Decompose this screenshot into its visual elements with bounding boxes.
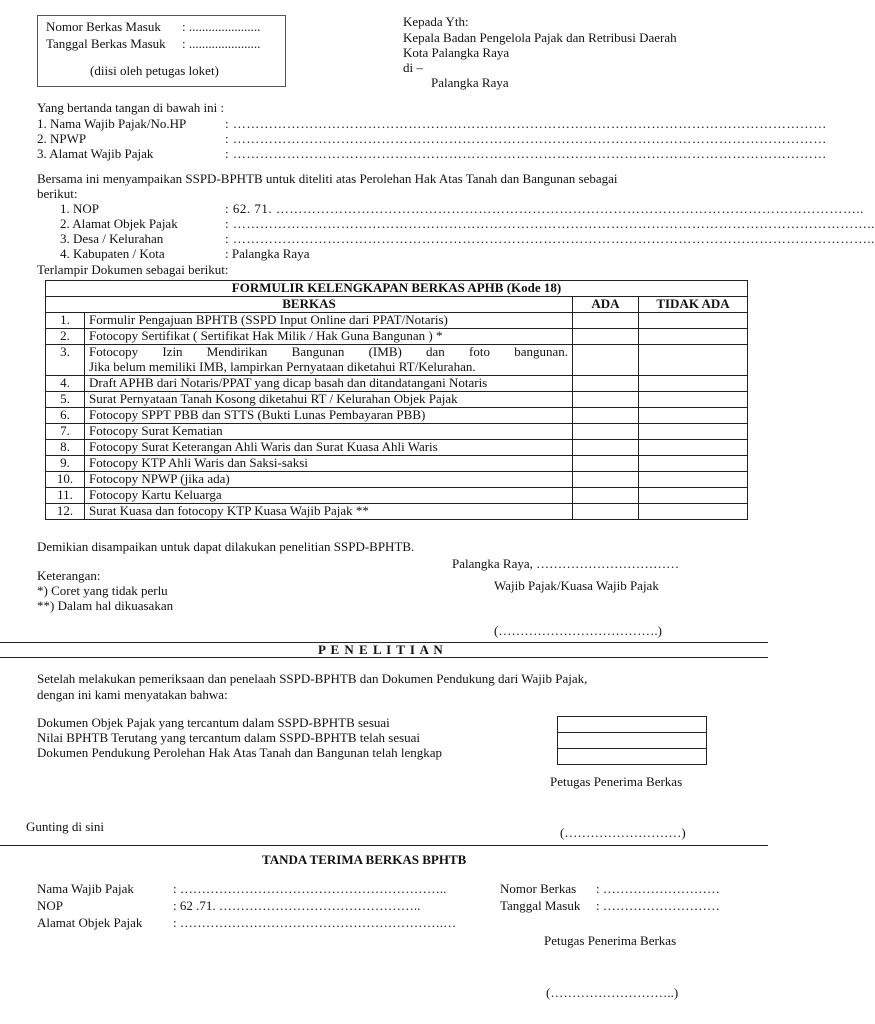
receipt-nop-label: NOP	[37, 898, 64, 913]
col-ada-header: ADA	[573, 296, 639, 312]
row-text: Fotocopy Kartu Keluarga	[85, 487, 573, 503]
closing-text: Demikian disampaikan untuk dapat dilakukan penelitian SSPD-BPHTB.	[37, 539, 415, 554]
row-text: Surat Kuasa dan fotocopy KTP Kuasa Wajib Pajak **	[85, 503, 573, 519]
ada-checkbox[interactable]	[573, 312, 639, 328]
signer-field-value[interactable]: : ……………………………………………………………………………………………………………………	[225, 131, 827, 146]
object-intro-line1: Bersama ini menyampaikan SSPD-BPHTB untuk diteliti atas Perolehan Hak Atas Tanah dan Bangunan sebagai	[37, 171, 618, 186]
table-row	[46, 375, 748, 391]
signer-title: Wajib Pajak/Kuasa Wajib Pajak	[494, 578, 659, 593]
berkas-box-note: (diisi oleh petugas loket)	[90, 63, 219, 78]
signer-field-label: 1. Nama Wajib Pajak/No.HP	[37, 116, 187, 131]
row-number: 12.	[46, 503, 85, 519]
row-number: 2.	[46, 328, 85, 344]
penelitian-checkbox[interactable]	[557, 716, 707, 733]
receipt-signature[interactable]: (………………………..)	[546, 985, 679, 1000]
tidak-ada-checkbox[interactable]	[639, 487, 748, 503]
receipt-nama-value[interactable]: : ……………………………………………………..	[173, 881, 447, 896]
signer-field-label: 2. NPWP	[37, 131, 87, 146]
row-number: 1.	[46, 312, 85, 328]
footnote-1: *) Coret yang tidak perlu	[37, 583, 168, 598]
penelitian-check-text: Dokumen Pendukung Perolehan Hak Atas Tanah dan Bangunan telah lengkap	[37, 745, 443, 760]
row-number: 11.	[46, 487, 85, 503]
penelitian-title: P E N E L I T I A N	[318, 642, 444, 657]
row-text: Fotocopy KTP Ahli Waris dan Saksi-saksi	[85, 455, 573, 471]
tidak-ada-checkbox[interactable]	[639, 312, 748, 328]
table-row	[46, 312, 748, 328]
row-text: Fotocopy Surat Keterangan Ahli Waris dan Surat Kuasa Ahli Waris	[85, 439, 573, 455]
table-row	[46, 344, 748, 375]
object-field-label: 3. Desa / Kelurahan	[60, 231, 164, 246]
table-row	[46, 391, 748, 407]
receipt-nop-value[interactable]: : 62 .71. ………………………………………..	[173, 898, 421, 913]
object-field-value: : Palangka Raya	[225, 246, 310, 261]
tanggal-berkas-label: Tanggal Berkas Masuk	[46, 36, 166, 51]
ada-checkbox[interactable]	[573, 455, 639, 471]
object-intro-line2: berikut:	[37, 186, 78, 201]
receipt-title: TANDA TERIMA BERKAS BPHTB	[262, 852, 467, 867]
signer-intro: Yang bertanda tangan di bawah ini :	[37, 100, 225, 115]
row-text: Formulir Pengajuan BPHTB (SSPD Input Online dari PPAT/Notaris)	[85, 312, 573, 328]
table-row	[46, 487, 748, 503]
row-text: Fotocopy SPPT PBB dan STTS (Bukti Lunas Pembayaran PBB)	[85, 407, 573, 423]
object-field-label: 2. Alamat Objek Pajak	[60, 216, 178, 231]
col-berkas-header: BERKAS	[46, 296, 573, 312]
addressee-line5: Palangka Raya	[431, 75, 509, 90]
row-text-line2: Jika belum memiliki IMB, lampirkan Pernyataan diketahui RT/Kelurahan.	[89, 358, 476, 374]
ada-checkbox[interactable]	[573, 391, 639, 407]
ada-checkbox[interactable]	[573, 487, 639, 503]
tidak-ada-checkbox[interactable]	[639, 375, 748, 391]
object-field-value[interactable]: : ……………………………………………………………………………………………………………………………..	[225, 216, 875, 231]
row-number: 7.	[46, 423, 85, 439]
table-row	[46, 423, 748, 439]
table-row	[46, 439, 748, 455]
wajib-pajak-signature[interactable]: (……………………………….)	[494, 623, 662, 638]
row-number: 5.	[46, 391, 85, 407]
signer-field-value[interactable]: : ……………………………………………………………………………………………………………………	[225, 116, 827, 131]
tidak-ada-checkbox[interactable]	[639, 439, 748, 455]
receipt-nomor-value[interactable]: : ………………………	[596, 881, 720, 896]
tidak-ada-checkbox[interactable]	[639, 471, 748, 487]
table-row	[46, 503, 748, 519]
receipt-alamat-label: Alamat Objek Pajak	[37, 915, 143, 930]
keterangan-label: Keterangan:	[37, 568, 101, 583]
attached-documents-label: Terlampir Dokumen sebagai berikut:	[37, 262, 229, 277]
table-row	[46, 471, 748, 487]
addressee-line3: Kota Palangka Raya	[403, 45, 510, 60]
tidak-ada-checkbox[interactable]	[639, 455, 748, 471]
row-text: Fotocopy NPWP (jika ada)	[85, 471, 573, 487]
ada-checkbox[interactable]	[573, 423, 639, 439]
ada-checkbox[interactable]	[573, 375, 639, 391]
ada-checkbox[interactable]	[573, 471, 639, 487]
penelitian-officer: Petugas Penerima Berkas	[550, 774, 683, 789]
tidak-ada-checkbox[interactable]	[639, 407, 748, 423]
penelitian-checkbox[interactable]	[557, 748, 707, 765]
cut-line	[0, 845, 768, 846]
penelitian-checkbox[interactable]	[557, 732, 707, 749]
signer-field-label: 3. Alamat Wajib Pajak	[37, 146, 154, 161]
table-row	[46, 455, 748, 471]
tidak-ada-checkbox[interactable]	[639, 391, 748, 407]
row-text: Fotocopy Sertifikat ( Sertifikat Hak Milik / Hak Guna Bangunan ) *	[85, 328, 573, 344]
tidak-ada-checkbox[interactable]	[639, 328, 748, 344]
row-text-multiline	[85, 344, 573, 375]
tidak-ada-checkbox[interactable]	[639, 503, 748, 519]
table-row	[46, 328, 748, 344]
receipt-nomor-label: Nomor Berkas	[500, 881, 577, 896]
receipt-tanggal-value[interactable]: : ………………………	[596, 898, 720, 913]
ada-checkbox[interactable]	[573, 503, 639, 519]
row-number: 10.	[46, 471, 85, 487]
penelitian-intro-1: Setelah melakukan pemeriksaan dan penelaah SSPD-BPHTB dan Dokumen Pendukung dari Wajib Pajak,	[37, 671, 588, 686]
place-date[interactable]: Palangka Raya, ……………………………	[452, 556, 680, 571]
row-number: 3.	[46, 344, 85, 375]
row-text: Surat Pernyataan Tanah Kosong diketahui RT / Kelurahan Objek Pajak	[85, 391, 573, 407]
row-number: 6.	[46, 407, 85, 423]
ada-checkbox[interactable]	[573, 407, 639, 423]
cut-here-label: Gunting di sini	[26, 819, 105, 834]
addressee-line1: Kepada Yth:	[403, 14, 469, 29]
addressee-line2: Kepala Badan Pengelola Pajak dan Retribusi Daerah	[403, 30, 677, 45]
object-field-value[interactable]: : ……………………………………………………………………………………………………………………………..	[225, 231, 875, 246]
divider-line	[0, 657, 768, 658]
table-row	[46, 407, 748, 423]
penelitian-intro-2: dengan ini kami menyatakan bahwa:	[37, 687, 228, 702]
penelitian-check-text: Nilai BPHTB Terutang yang tercantum dalam SSPD-BPHTB telah sesuai	[37, 730, 421, 745]
addressee-line4: di –	[403, 60, 423, 75]
checklist-table	[45, 280, 748, 520]
nomor-berkas-value[interactable]: : ......................	[182, 19, 261, 34]
row-number: 9.	[46, 455, 85, 471]
row-text: Fotocopy Surat Kematian	[85, 423, 573, 439]
row-number: 8.	[46, 439, 85, 455]
col-tidak-ada-header: TIDAK ADA	[639, 296, 748, 312]
checklist-title: FORMULIR KELENGKAPAN BERKAS APHB (Kode 18)	[46, 281, 748, 297]
ada-checkbox[interactable]	[573, 328, 639, 344]
receipt-tanggal-label: Tanggal Masuk	[500, 898, 581, 913]
penelitian-signature[interactable]: (………………………)	[560, 825, 686, 840]
ada-checkbox[interactable]	[573, 344, 639, 375]
row-number: 4.	[46, 375, 85, 391]
receipt-officer: Petugas Penerima Berkas	[544, 933, 677, 948]
row-text: Draft APHB dari Notaris/PPAT yang dicap basah dan ditandatangani Notaris	[85, 375, 573, 391]
footnote-2: **) Dalam hal dikuasakan	[37, 598, 174, 613]
object-field-value[interactable]: : 62. 71. …………………………………………………………………………………………………………………..	[225, 201, 864, 216]
object-field-label: 4. Kabupaten / Kota	[60, 246, 165, 261]
tanggal-berkas-value[interactable]: : ......................	[182, 36, 261, 51]
object-field-label: 1. NOP	[60, 201, 100, 216]
nomor-berkas-label: Nomor Berkas Masuk	[46, 19, 161, 34]
tidak-ada-checkbox[interactable]	[639, 344, 748, 375]
tidak-ada-checkbox[interactable]	[639, 423, 748, 439]
penelitian-check-text: Dokumen Objek Pajak yang tercantum dalam SSPD-BPHTB sesuai	[37, 715, 390, 730]
ada-checkbox[interactable]	[573, 439, 639, 455]
receipt-nama-label: Nama Wajib Pajak	[37, 881, 134, 896]
signer-field-value[interactable]: : ……………………………………………………………………………………………………………………	[225, 146, 827, 161]
row-text: Fotocopy Izin Mendirikan Bangunan (IMB) dan foto bangunan.	[89, 343, 568, 359]
receipt-alamat-value[interactable]: : …………………………………………………….…	[173, 915, 457, 930]
